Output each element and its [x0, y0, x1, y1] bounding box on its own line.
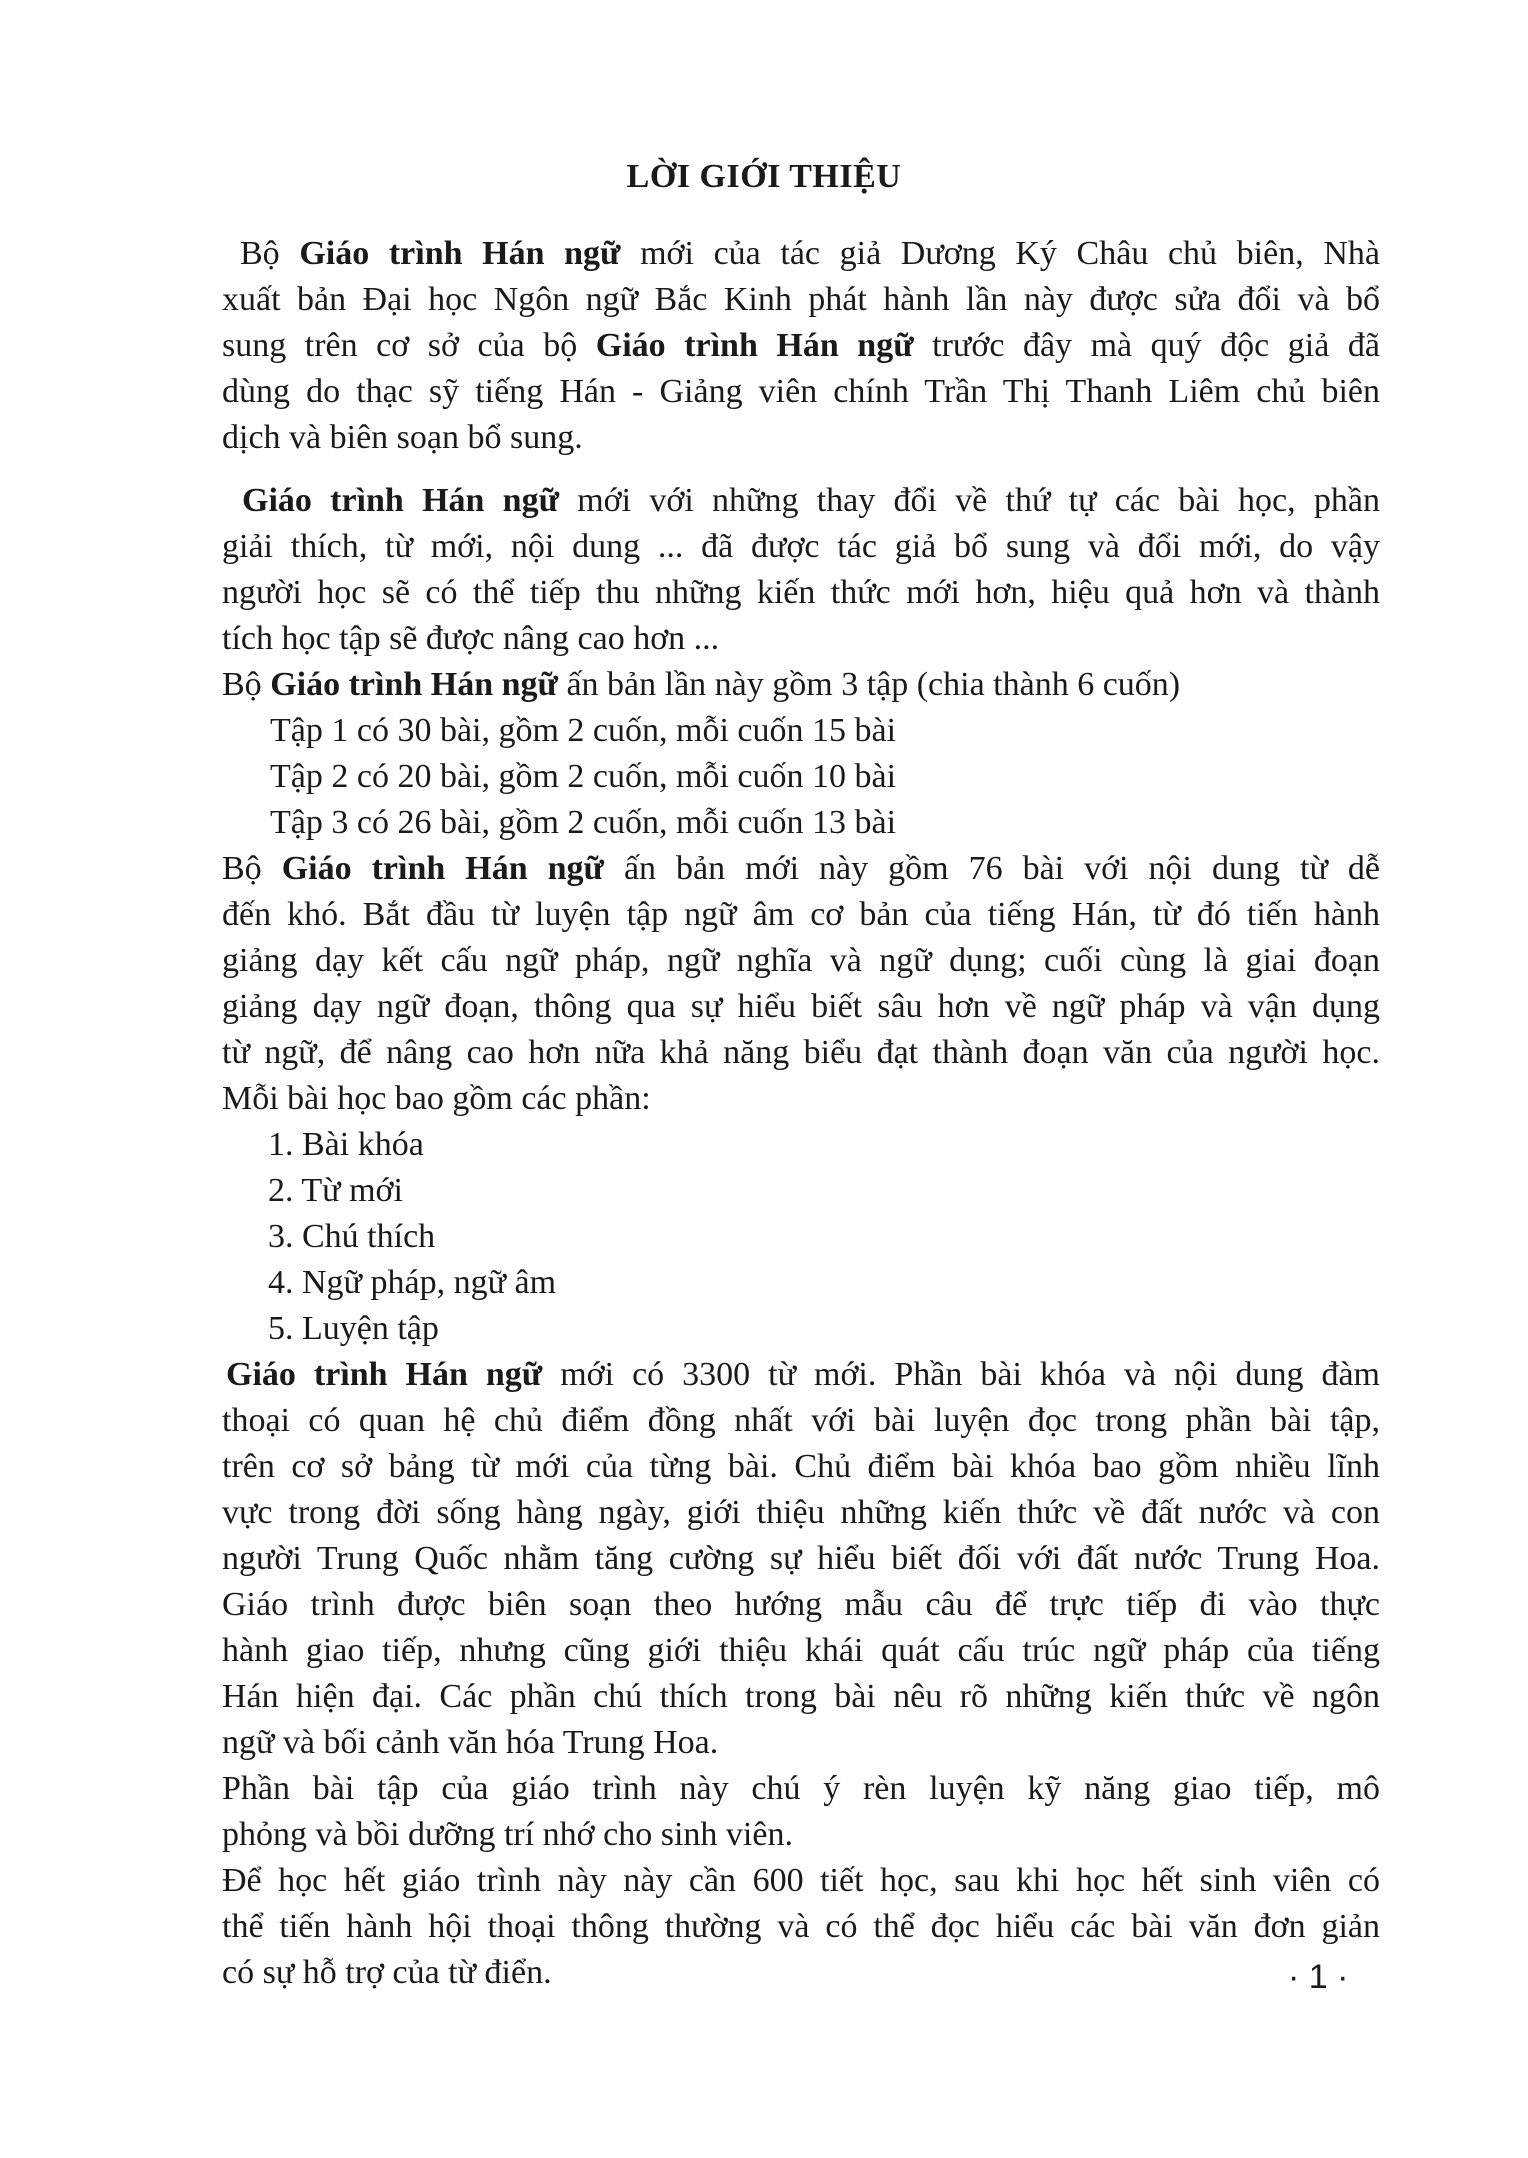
paragraph-2-line-1: [242, 479, 1380, 523]
book-title: Giáo trình Hán ngữ: [226, 1356, 543, 1393]
paragraph-4-line-3: giảng dạy kết cấu ngữ pháp, ngữ nghĩa và ngữ dụng; cuối cùng là giai đoạn: [222, 942, 1380, 979]
text: trước đây mà quý độc giả đã: [913, 327, 1380, 364]
text: mới có 3300 từ mới. Phần bài khóa và nội dung đàm: [542, 1356, 1380, 1393]
paragraph-6-line-1: [226, 1353, 1380, 1397]
paragraph-1-line-2: xuất bản Đại học Ngôn ngữ Bắc Kinh phát hành lần này được sửa đổi và bổ: [222, 281, 1380, 318]
paragraph-5-line-1: Mỗi bài học bao gồm các phần:: [222, 1080, 651, 1117]
paragraph-8-line-2: phỏng và bồi dưỡng trí nhớ cho sinh viên.: [222, 1816, 793, 1853]
paragraph-2-line-2: giải thích, từ mới, nội dung ... đã được tác giả bổ sung và đổi mới, do vậy: [222, 528, 1380, 565]
book-title: Giáo trình Hán ngữ: [281, 850, 604, 887]
paragraph-4-line-5: từ ngữ, để nâng cao hơn nữa khả năng biểu đạt thành đoạn văn của người học.: [222, 1034, 1380, 1071]
text: sung trên cơ sở của bộ: [222, 327, 596, 364]
paragraph-6-line-2: thoại có quan hệ chủ điểm đồng nhất với bài luyện đọc trong phần bài tập,: [222, 1402, 1380, 1439]
paragraph-9-line-3: có sự hỗ trợ của từ điển.: [222, 1954, 552, 1991]
paragraph-9-line-2: thể tiến hành hội thoại thông thường và có thể đọc hiểu các bài văn đơn giản: [222, 1908, 1380, 1945]
paragraph-6-line-3: trên cơ sở bảng từ mới của từng bài. Chủ điểm bài khóa bao gồm nhiều lĩnh: [222, 1448, 1380, 1485]
paragraph-8-line-1: Phần bài tập của giáo trình này chú ý rèn luyện kỹ năng giao tiếp, mô: [222, 1770, 1380, 1807]
paragraph-2-line-3: người học sẽ có thể tiếp thu những kiến thức mới hơn, hiệu quả hơn và thành: [222, 574, 1380, 611]
paragraph-7-line-1: Giáo trình được biên soạn theo hướng mẫu câu để trực tiếp đi vào thực: [222, 1586, 1380, 1623]
lesson-part-item: 2. Từ mới: [268, 1172, 403, 1209]
text: mới với những thay đổi về thứ tự các bài học, phần: [558, 482, 1380, 519]
page-number: · 1 ·: [1288, 1958, 1349, 1996]
paragraph-2-line-4: tích học tập sẽ được nâng cao hơn ...: [222, 620, 720, 657]
lesson-part-item: 4. Ngữ pháp, ngữ âm: [268, 1264, 557, 1301]
text: Bộ: [222, 666, 271, 703]
paragraph-7-line-3: Hán hiện đại. Các phần chú thích trong bài nêu rõ những kiến thức về ngôn: [222, 1678, 1380, 1715]
text: mới của tác giả Dương Ký Châu chủ biên, Nhà: [620, 235, 1380, 272]
paragraph-1-line-3: [222, 324, 1380, 368]
text: Bộ: [222, 850, 282, 887]
paragraph-7-line-2: hành giao tiếp, nhưng cũng giới thiệu khái quát cấu trúc ngữ pháp của tiếng: [222, 1632, 1380, 1669]
paragraph-6-line-5: người Trung Quốc nhằm tăng cường sự hiểu biết đối với đất nước Trung Hoa.: [222, 1540, 1380, 1577]
book-title: Giáo trình Hán ngữ: [242, 482, 559, 519]
paragraph-7-line-4: ngữ và bối cảnh văn hóa Trung Hoa.: [222, 1724, 719, 1761]
book-title: Giáo trình Hán ngữ: [270, 666, 558, 703]
paragraph-9-line-1: Để học hết giáo trình này này cần 600 tiết học, sau khi học hết sinh viên có: [222, 1862, 1380, 1899]
text: ấn bản mới này gồm 76 bài với nội dung từ dễ: [603, 850, 1380, 887]
lesson-part-item: 1. Bài khóa: [268, 1126, 424, 1163]
volume-2-line: Tập 2 có 20 bài, gồm 2 cuốn, mỗi cuốn 10 bài: [270, 758, 897, 795]
paragraph-1-line-5: dịch và biên soạn bổ sung.: [222, 419, 583, 456]
paragraph-1-line-1: [240, 232, 1380, 276]
paragraph-1-line-4: dùng do thạc sỹ tiếng Hán - Giảng viên chính Trần Thị Thanh Liêm chủ biên: [222, 373, 1380, 410]
paragraph-4-line-4: giảng dạy ngữ đoạn, thông qua sự hiểu biết sâu hơn về ngữ pháp và vận dụng: [222, 988, 1380, 1025]
volume-1-line: Tập 1 có 30 bài, gồm 2 cuốn, mỗi cuốn 15 bài: [270, 712, 897, 749]
text: ấn bản lần này gồm 3 tập (chia thành 6 cuốn): [557, 666, 1181, 703]
paragraph-6-line-4: vực trong đời sống hàng ngày, giới thiệu những kiến thức về đất nước và con: [222, 1494, 1380, 1531]
paragraph-4-line-2: đến khó. Bắt đầu từ luyện tập ngữ âm cơ bản của tiếng Hán, từ đó tiến hành: [222, 896, 1380, 933]
volume-3-line: Tập 3 có 26 bài, gồm 2 cuốn, mỗi cuốn 13 bài: [270, 804, 897, 841]
lesson-part-item: 5. Luyện tập: [268, 1310, 439, 1347]
book-title: Giáo trình Hán ngữ: [595, 327, 914, 364]
paragraph-3-line-1: [222, 663, 1180, 707]
paragraph-4-line-1: [222, 847, 1380, 891]
text: Bộ: [240, 235, 300, 272]
book-title: Giáo trình Hán ngữ: [299, 235, 621, 272]
page-title: LỜI GIỚI THIỆU: [626, 158, 902, 195]
lesson-part-item: 3. Chú thích: [268, 1218, 436, 1255]
